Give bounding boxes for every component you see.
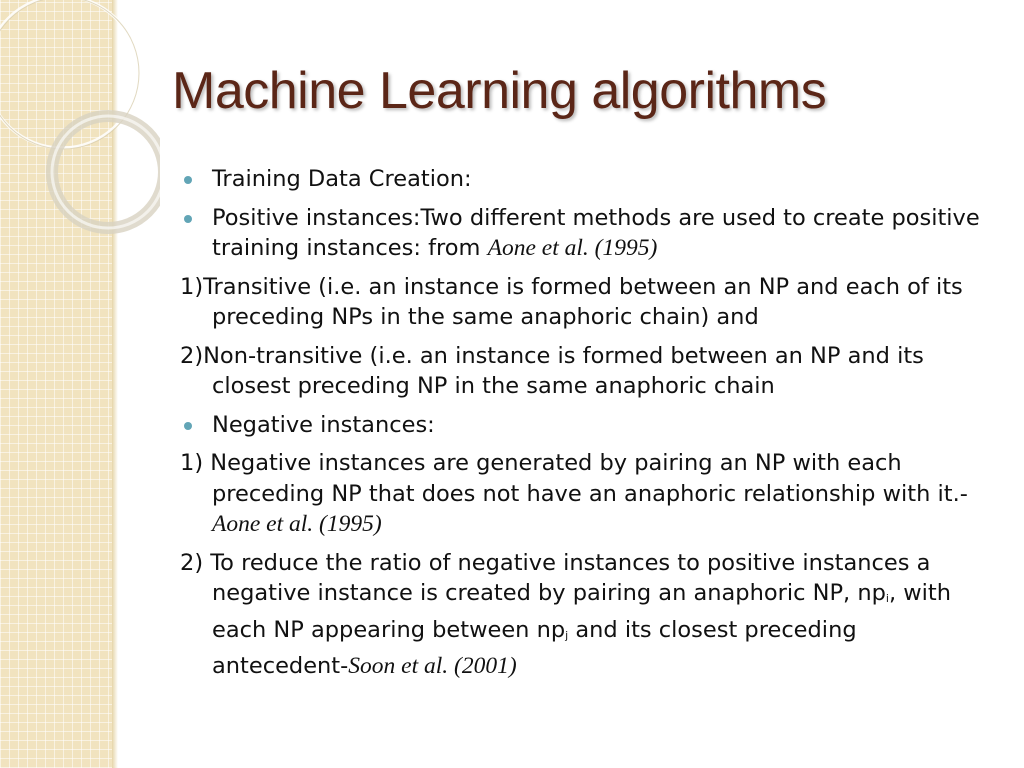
numbered-text: 2) To reduce the ratio of negative instances to positive instances a negative instance is created by pairing an anaphoric NP, np: [180, 549, 931, 606]
bullet-text: Positive instances:Two different methods are used to create positive training instances: from: [212, 204, 980, 261]
decorative-rings: [0, 0, 160, 260]
numbered-text: 2)Non-transitive (i.e. an instance is formed between an NP and its closest preceding NP in the same anaphoric chain: [180, 342, 924, 399]
bullet-text: Training Data Creation:: [212, 166, 472, 192]
bullet-dot-icon: [184, 422, 192, 430]
citation: Soon et al. (2001): [348, 653, 517, 679]
numbered-text: 1) Negative instances are generated by pairing an NP with each preceding NP that does not have an anaphoric relationship with it.-: [180, 450, 968, 507]
bullet-item: [180, 410, 995, 441]
numbered-item: [180, 272, 995, 333]
subscript-j: j: [565, 628, 569, 642]
numbered-item: [180, 548, 995, 682]
bullet-dot-icon: [184, 215, 192, 223]
citation: Aone et al. (1995): [487, 235, 658, 261]
subscript-i: i: [885, 592, 889, 605]
slide-title: Machine Learning algorithms: [172, 62, 827, 120]
bullet-item: [180, 164, 995, 195]
numbered-text: and its closest preceding antecedent-: [212, 616, 857, 679]
citation: Aone et al. (1995): [212, 511, 382, 537]
bullet-item: [180, 203, 995, 264]
numbered-text: 1)Transitive (i.e. an instance is formed between an NP and each of its preceding NPs in the same anaphoric chain) and: [180, 273, 963, 330]
numbered-item: [180, 341, 995, 402]
bullet-dot-icon: [184, 176, 192, 184]
numbered-text: , with each NP appearing between np: [212, 580, 951, 643]
slide-body: [180, 164, 995, 690]
numbered-item: [180, 448, 995, 540]
bullet-text: Negative instances:: [212, 411, 435, 438]
